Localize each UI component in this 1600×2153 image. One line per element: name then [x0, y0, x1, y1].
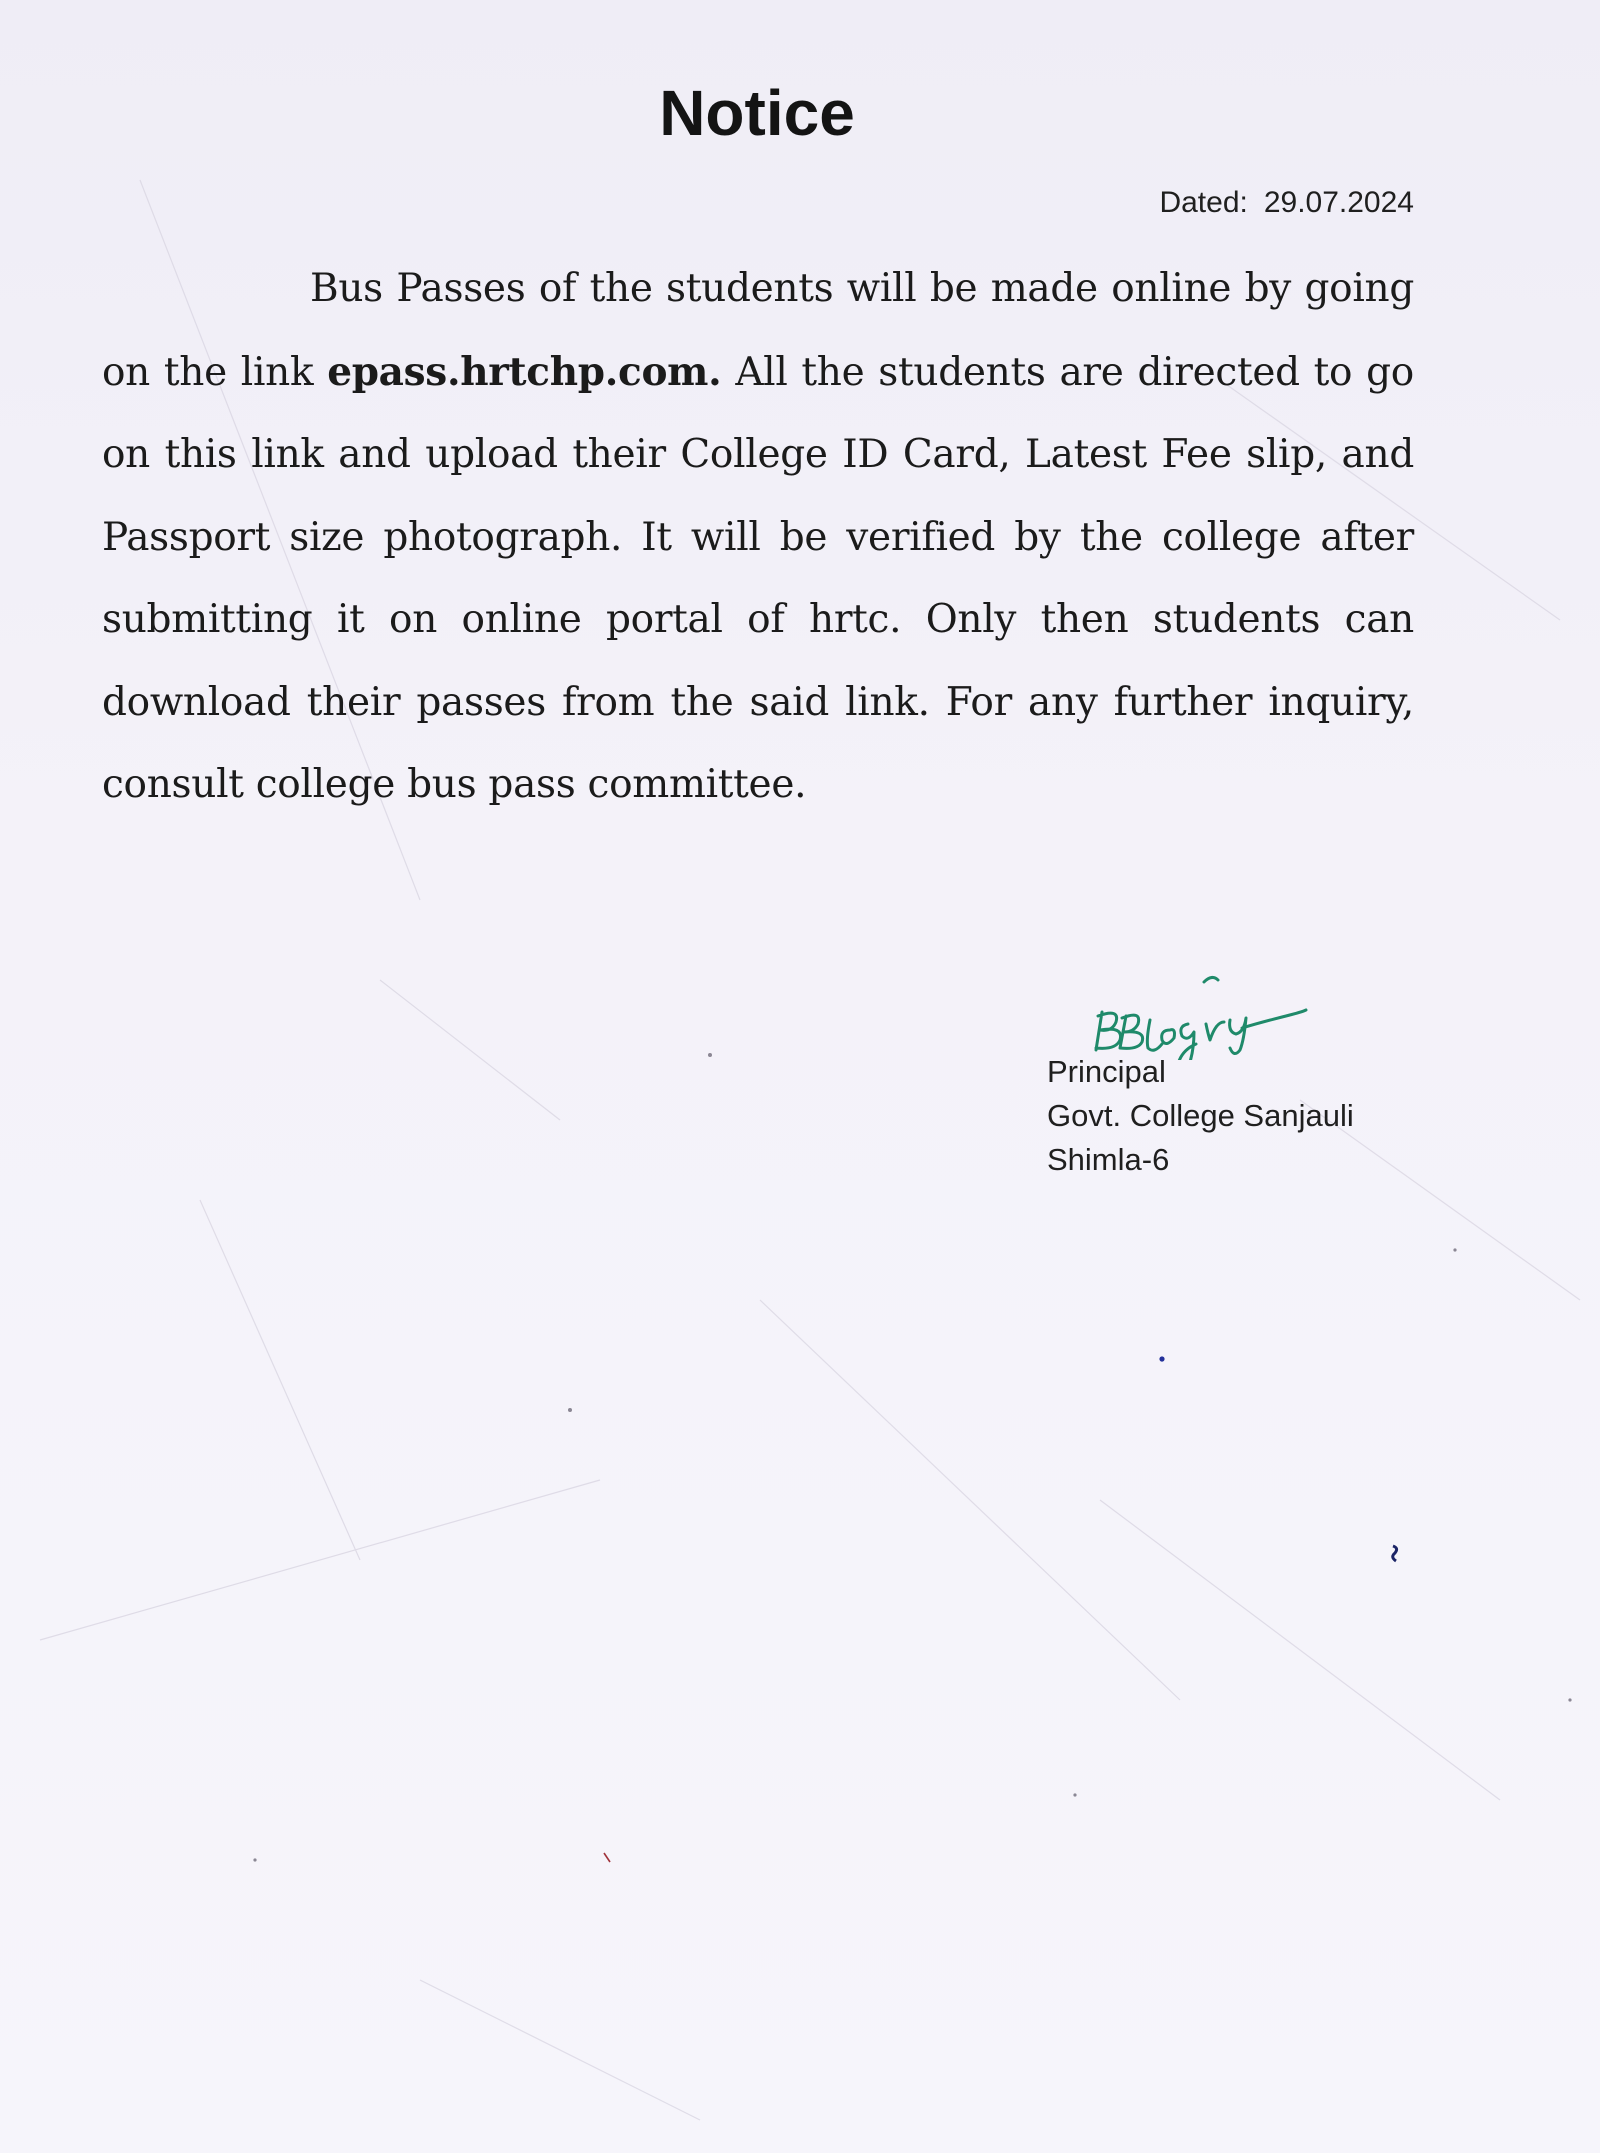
signature-icon: [1080, 950, 1340, 1060]
signatory-block: [1047, 1050, 1354, 1182]
dated-label: Dated:: [1159, 186, 1248, 219]
notice-title: Notice: [659, 77, 855, 149]
notice-date: [1159, 186, 1414, 220]
epass-link-text: epass.hrtchp.com.: [327, 348, 722, 395]
dated-value: 29.07.2024: [1263, 186, 1414, 219]
signatory-location: Shimla-6: [1047, 1142, 1170, 1177]
notice-body: [102, 248, 1414, 827]
signatory-institution: Govt. College Sanjauli: [1047, 1098, 1354, 1133]
body-text-part1: Bus Passes of the students will be made online by going on the link: [102, 266, 1414, 395]
body-text-part2: All the students are directed to go on this link and upload their College ID Card, Latest Fee slip, and Passport size photograph. It will be verified by the college after submitting it on online portal of hrtc. Only then students can download their passes from the said link. For any further inquiry, consult college bus pass committee.: [102, 349, 1414, 807]
signatory-designation: Principal: [1047, 1054, 1166, 1089]
